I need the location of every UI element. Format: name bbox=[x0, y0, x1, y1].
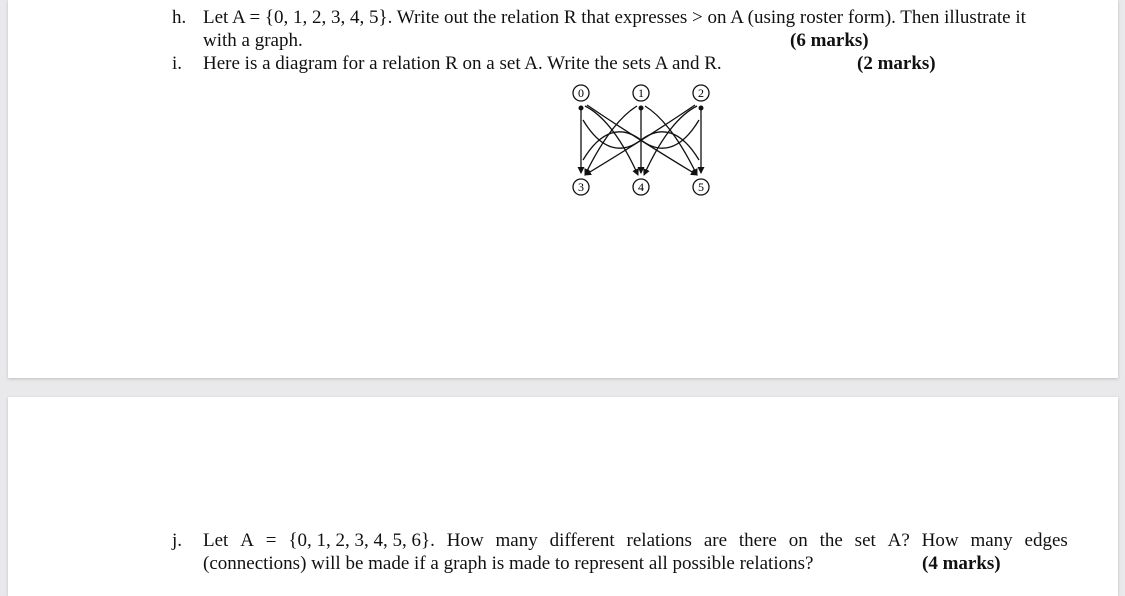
node-2-dot bbox=[699, 106, 704, 111]
node-1-label: 1 bbox=[638, 86, 644, 100]
question-j-word: are bbox=[703, 530, 728, 551]
question-j-marks: (4 marks) bbox=[922, 553, 1001, 574]
edge-0-4 bbox=[585, 106, 638, 175]
bottom-nodes bbox=[573, 179, 709, 195]
question-j-word: = bbox=[265, 530, 277, 551]
node-2-label: 2 bbox=[698, 86, 704, 100]
cross-curve-right bbox=[641, 120, 699, 160]
question-h-text-line2: with a graph. bbox=[203, 30, 303, 51]
node-0-label: 0 bbox=[578, 86, 584, 100]
question-j-word: How bbox=[446, 530, 484, 551]
edge-2-4 bbox=[644, 106, 697, 175]
cross-curve-left bbox=[583, 120, 641, 160]
question-j-word: edges bbox=[1024, 530, 1068, 551]
question-j-word: A? bbox=[887, 530, 910, 551]
question-h-marker: h. bbox=[172, 7, 187, 28]
question-j-marker: j. bbox=[172, 530, 183, 551]
relation-diagram bbox=[561, 80, 721, 205]
node-4-label: 4 bbox=[638, 180, 644, 194]
question-i-marker: i. bbox=[172, 53, 183, 74]
edge-1-5 bbox=[645, 106, 697, 175]
question-j-word: the bbox=[819, 530, 843, 551]
question-j-word: there bbox=[738, 530, 777, 551]
question-j-text-line2: (connections) will be made if a graph is made to represent all possible relations? bbox=[203, 553, 814, 574]
document-page-bottom bbox=[8, 397, 1118, 596]
question-j-word: Let bbox=[203, 530, 229, 551]
question-j-word: How bbox=[921, 530, 959, 551]
question-j-word: on bbox=[788, 530, 808, 551]
question-i-marks: (2 marks) bbox=[857, 53, 936, 74]
edge-1-3 bbox=[585, 106, 637, 175]
question-j-word: many bbox=[495, 530, 538, 551]
question-h-text-line1: Let A = {0, 1, 2, 3, 4, 5}. Write out the relation R that expresses > on A (using roster form). Then illustrate it bbox=[203, 7, 1026, 28]
node-1-dot bbox=[639, 106, 644, 111]
question-j-text-line1 bbox=[203, 530, 1068, 552]
question-j-word: A bbox=[240, 530, 254, 551]
question-j-word: different bbox=[549, 530, 615, 551]
question-j-word: many bbox=[970, 530, 1013, 551]
node-3-label: 3 bbox=[578, 180, 584, 194]
node-0-dot bbox=[579, 106, 584, 111]
relation-edges bbox=[581, 105, 701, 175]
question-j-word: relations bbox=[626, 530, 692, 551]
top-nodes bbox=[573, 85, 709, 111]
node-5-label: 5 bbox=[698, 180, 704, 194]
question-j-word: set bbox=[854, 530, 876, 551]
question-h-marks: (6 marks) bbox=[790, 30, 869, 51]
question-j-word: {0, 1, 2, 3, 4, 5, 6}. bbox=[288, 530, 435, 551]
document-page-top bbox=[8, 0, 1118, 378]
question-i-text: Here is a diagram for a relation R on a set A. Write the sets A and R. bbox=[203, 53, 722, 74]
